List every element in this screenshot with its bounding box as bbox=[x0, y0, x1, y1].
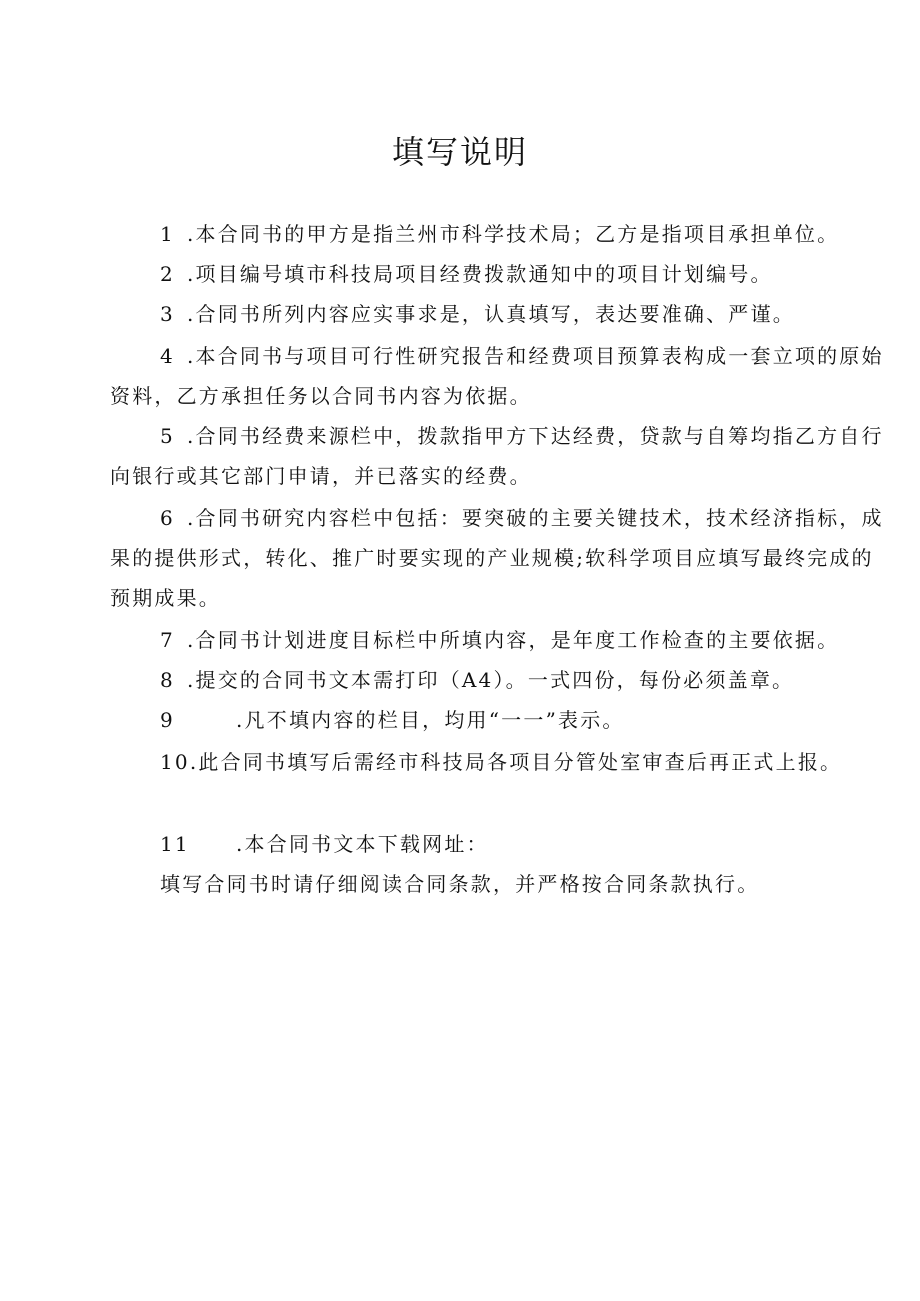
item-text: .合同书研究内容栏中包括：要突破的主要关键技术，技术经济指标，成果的提供形式，转化、推广时要实现的产业规模;软科学项目应填写最终完成的预期成果。 bbox=[110, 506, 884, 610]
item-number: 3 bbox=[160, 302, 175, 326]
item-number: 4 bbox=[160, 344, 175, 368]
item-number: 7 bbox=[160, 628, 175, 652]
list-item bbox=[110, 416, 886, 496]
item-text: .项目编号填市科技局项目经费拨款通知中的项目计划编号。 bbox=[186, 262, 773, 286]
list-item bbox=[110, 336, 886, 416]
item-text: .凡不填内容的栏目，均用“一一”表示。 bbox=[236, 708, 625, 732]
item-text: .合同书计划进度目标栏中所填内容，是年度工作检查的主要依据。 bbox=[186, 628, 840, 652]
list-item bbox=[110, 742, 850, 782]
item-number: 11 bbox=[160, 832, 190, 856]
list-item bbox=[160, 294, 795, 334]
item-number: 10 bbox=[160, 750, 190, 774]
item-number: 8 bbox=[160, 668, 175, 692]
list-item bbox=[160, 700, 625, 740]
item-text: .本合同书与项目可行性研究报告和经费项目预算表构成一套立项的原始资料，乙方承担任务以合同书内容为依据。 bbox=[110, 344, 884, 408]
list-item bbox=[160, 660, 794, 700]
list-item bbox=[160, 620, 839, 660]
item-number: 2 bbox=[160, 262, 175, 286]
item-number: 5 bbox=[160, 424, 175, 448]
item-text: .提交的合同书文本需打印（A4）。一式四份，每份必须盖章。 bbox=[186, 668, 795, 692]
item-text: .此合同书填写后需经市科技局各项目分管处室审查后再正式上报。 bbox=[189, 750, 843, 774]
item-text: .合同书经费来源栏中，拨款指甲方下达经费，贷款与自筹均指乙方自行向银行或其它部门申请，并已落实的经费。 bbox=[110, 424, 884, 488]
list-item bbox=[110, 498, 886, 618]
closing-note: 填写合同书时请仔细阅读合同条款，并严格按合同条款执行。 bbox=[160, 872, 760, 896]
list-item bbox=[160, 824, 489, 864]
item-number: 9 bbox=[160, 708, 175, 732]
page-title: 填写说明 bbox=[391, 133, 528, 171]
item-text: .本合同书的甲方是指兰州市科学技术局；乙方是指项目承担单位。 bbox=[186, 222, 840, 246]
list-item bbox=[160, 214, 839, 254]
item-number: 6 bbox=[160, 506, 175, 530]
list-item bbox=[160, 254, 773, 294]
item-text: .本合同书文本下载网址： bbox=[236, 832, 489, 856]
item-number: 1 bbox=[160, 222, 175, 246]
item-text: .合同书所列内容应实事求是，认真填写，表达要准确、严谨。 bbox=[186, 302, 795, 326]
